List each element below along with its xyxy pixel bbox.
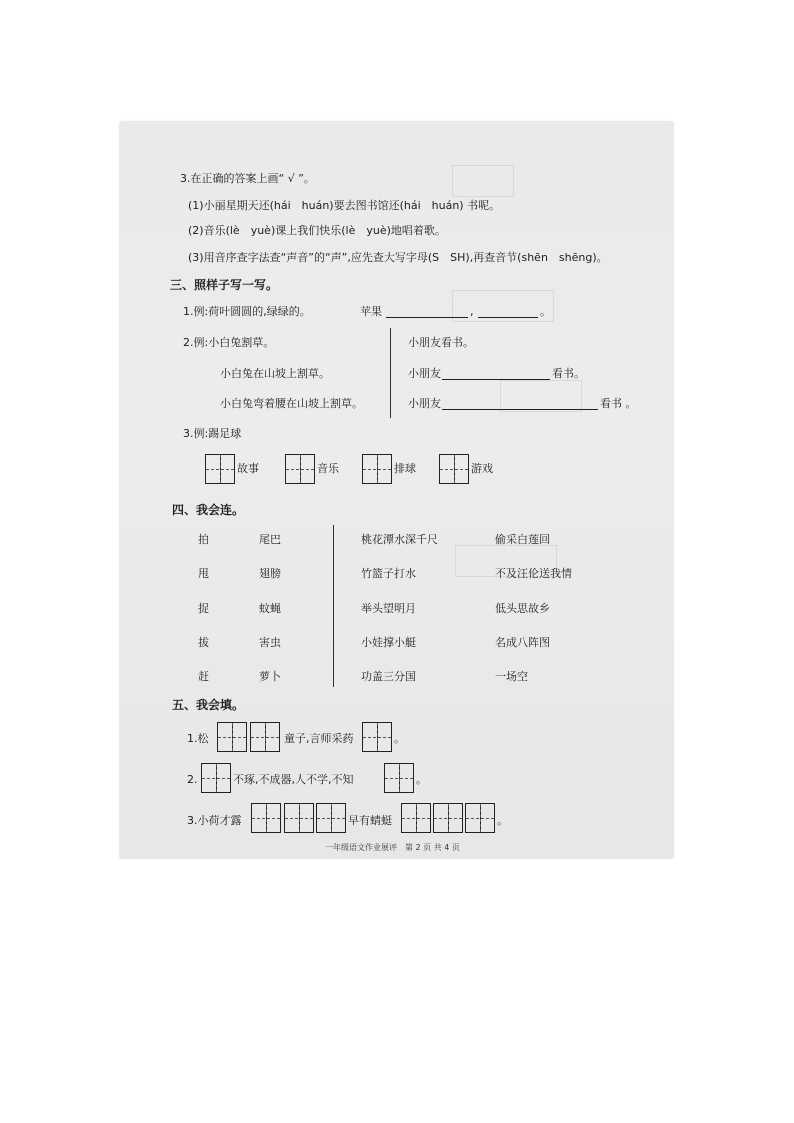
ex2-answer-blank-1[interactable] — [442, 367, 550, 380]
ex2-example: 2.例:小白兔割草。 — [183, 336, 275, 349]
match-noun[interactable]: 蚊蝇 — [259, 602, 281, 615]
fill-q2-mid: 不琢,不成器,人不学,不知 — [233, 773, 354, 786]
ex3-item-3: 排球 — [394, 462, 416, 475]
section5-heading: 五、我会填。 — [172, 698, 245, 712]
match-poem-second-half[interactable]: 一场空 — [495, 670, 528, 683]
fill-q3-end: 。 — [497, 814, 508, 827]
match-poem-second-half[interactable]: 不及汪伦送我情 — [495, 567, 572, 580]
fill-q1-mid: 童子,言师采药 — [284, 732, 354, 745]
ex1-answer-blank-1[interactable] — [386, 305, 468, 318]
match-noun[interactable]: 萝卜 — [259, 670, 281, 683]
match-noun[interactable]: 尾巴 — [259, 533, 281, 546]
fill-q3-mid: 早有蜻蜓 — [348, 814, 392, 827]
fill-q1-prefix: 1.松 — [187, 732, 209, 745]
match-verb[interactable]: 拔 — [198, 636, 209, 649]
ex1-example: 1.例:荷叶圆圆的,绿绿的。 — [183, 305, 311, 318]
match-poem-first-half[interactable]: 功盖三分国 — [361, 670, 416, 683]
ex1-answer-blank-2[interactable] — [478, 305, 538, 318]
tian-grid-box[interactable] — [465, 803, 495, 833]
ex1-comma: , — [470, 305, 474, 318]
section3-heading: 三、照样子写一写。 — [170, 278, 279, 292]
ex3-item-2: 音乐 — [317, 462, 339, 475]
tian-grid-box[interactable] — [284, 803, 314, 833]
tian-grid-box[interactable] — [316, 803, 346, 833]
ex2-line-2: 小白兔在山坡上割草。 — [220, 367, 330, 380]
match-poem-first-half[interactable]: 桃花潭水深千尺 — [361, 533, 438, 546]
match-verb[interactable]: 甩 — [198, 567, 209, 580]
match-verb[interactable]: 拍 — [198, 533, 209, 546]
section4-heading: 四、我会连。 — [172, 503, 245, 517]
match-poem-first-half[interactable]: 举头望明月 — [361, 602, 416, 615]
fill-q3-prefix: 3.小荷才露 — [187, 814, 242, 827]
tian-grid-box[interactable] — [384, 763, 414, 793]
bleed-through-boxes — [452, 165, 514, 197]
match-noun[interactable]: 翅膀 — [259, 567, 281, 580]
ex1-period: 。 — [540, 305, 551, 318]
ex2-line-3: 小白兔弯着腰在山坡上割草。 — [220, 397, 363, 410]
match-poem-second-half[interactable]: 偷采白莲回 — [495, 533, 550, 546]
match-verb[interactable]: 捉 — [198, 602, 209, 615]
fill-q2-prefix: 2. — [187, 773, 198, 786]
page-footer: 一年级语文作业展评 第 2 页 共 4 页 — [325, 843, 460, 852]
ex3-example: 3.例:踢足球 — [183, 427, 242, 440]
ex2-right-2-suffix: 看书。 — [552, 367, 585, 380]
ex2-answer-blank-2[interactable] — [442, 397, 598, 410]
ex2-right-3-prefix: 小朋友 — [408, 397, 441, 410]
tian-grid-box[interactable] — [250, 722, 280, 752]
tian-grid-box[interactable] — [251, 803, 281, 833]
match-poem-first-half[interactable]: 竹篮子打水 — [361, 567, 416, 580]
ex2-divider — [390, 328, 391, 418]
match-poem-first-half[interactable]: 小娃撑小艇 — [361, 636, 416, 649]
q3-item-3: (3)用音序查字法查“声音”的“声”,应先查大写字母(S SH),再查音节(shēn shēng)。 — [188, 251, 608, 264]
fill-q2-end: 。 — [416, 773, 427, 786]
fill-q1-end: 。 — [394, 732, 405, 745]
match-verb[interactable]: 赶 — [198, 670, 209, 683]
ex2-right-2-prefix: 小朋友 — [408, 367, 441, 380]
tian-grid-box[interactable] — [401, 803, 431, 833]
q3-item-2: (2)音乐(lè yuè)课上我们快乐(lè yuè)地唱着歌。 — [188, 224, 446, 237]
tian-grid-box[interactable] — [205, 454, 235, 484]
match-poem-second-half[interactable]: 名成八阵图 — [495, 636, 550, 649]
tian-grid-box[interactable] — [362, 454, 392, 484]
tian-grid-box[interactable] — [439, 454, 469, 484]
match-noun[interactable]: 害虫 — [259, 636, 281, 649]
match-poem-second-half[interactable]: 低头思故乡 — [495, 602, 550, 615]
section4-divider — [333, 525, 334, 687]
ex1-prompt: 苹果 — [360, 305, 382, 318]
ex3-item-4: 游戏 — [471, 462, 493, 475]
tian-grid-box[interactable] — [285, 454, 315, 484]
tian-grid-box[interactable] — [362, 722, 392, 752]
ex2-right-1: 小朋友看书。 — [408, 336, 474, 349]
q3-item-1: (1)小丽星期天还(hái huán)要去图书馆还(hái huán) 书呢。 — [188, 199, 501, 212]
tian-grid-box[interactable] — [433, 803, 463, 833]
tian-grid-box[interactable] — [217, 722, 247, 752]
tian-grid-box[interactable] — [201, 763, 231, 793]
q3-title: 3.在正确的答案上画“ √ ”。 — [180, 172, 315, 185]
ex3-item-1: 故事 — [237, 462, 259, 475]
ex2-right-3-suffix: 看书 。 — [600, 397, 637, 410]
